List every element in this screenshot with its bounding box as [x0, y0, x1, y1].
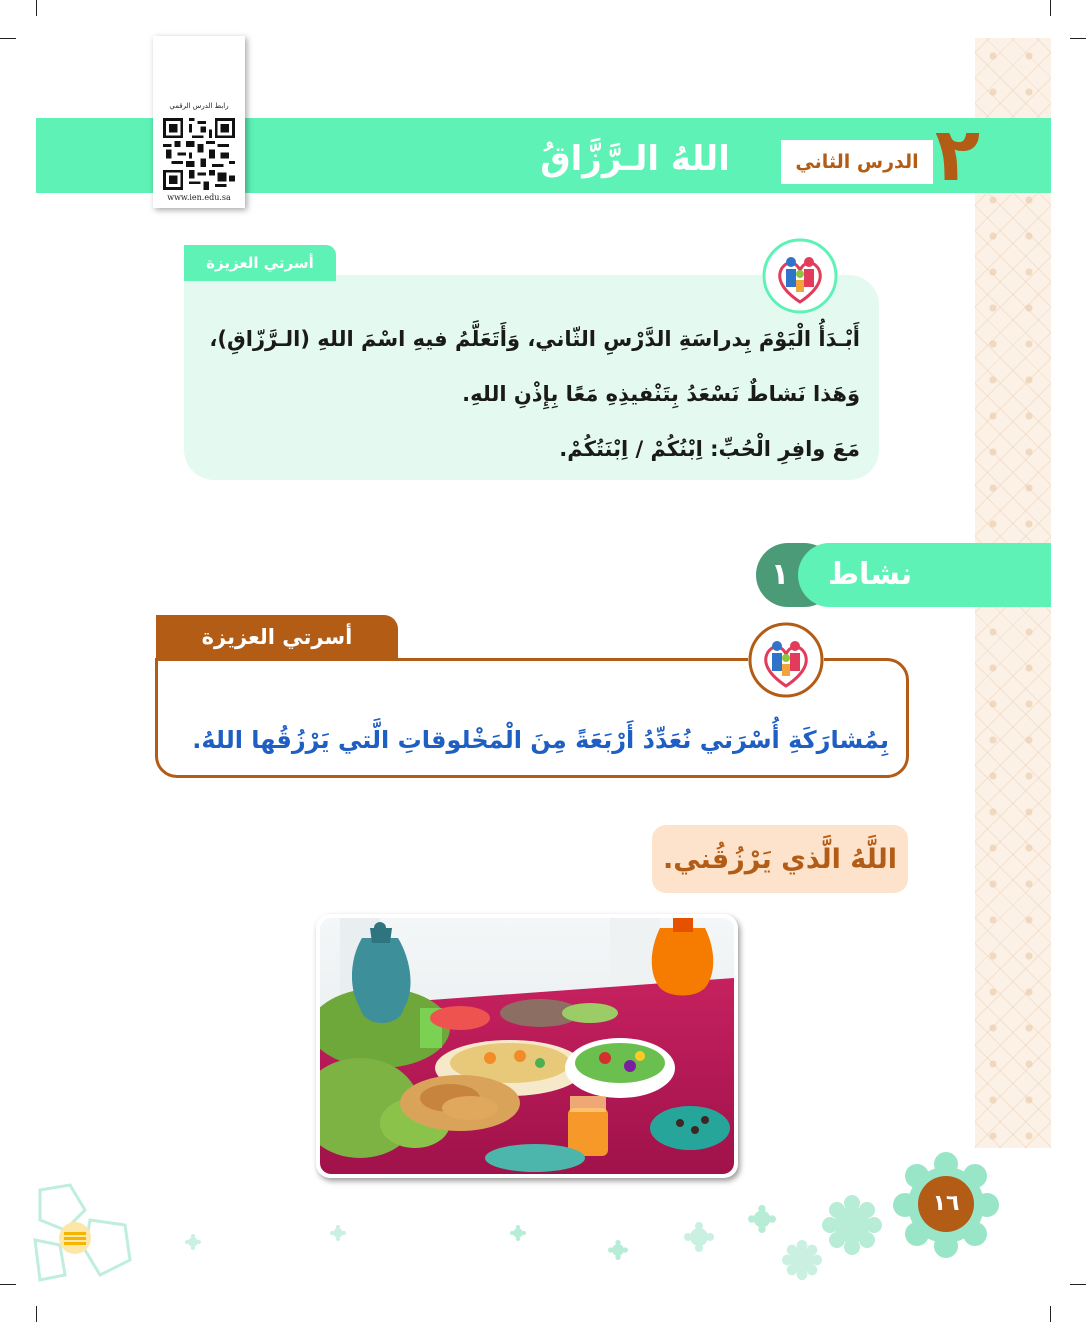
- highlight-text: اللَّهُ الَّذي يَرْزُقُني.: [662, 843, 898, 875]
- letter-line: مَعَ وافِرِ الْحُبِّ: اِبْنُكُمْ / اِبْنَتُكُمْ.: [559, 437, 860, 461]
- activity-instruction: بِمُشارَكَةِ أُسْرَتي نُعَدِّدُ أَرْبَعَةً مِنَ الْمَخْلوقاتِ الَّتي يَرْزُقُها اللهُ.: [192, 726, 889, 754]
- decorative-flower-icon: [510, 1225, 526, 1241]
- decorative-flower-icon: [822, 1195, 882, 1255]
- family-letter-text: [200, 312, 860, 477]
- family-letter-tab: [184, 245, 336, 281]
- decorative-flower-icon: [330, 1225, 346, 1241]
- letter-line: وَهَذا نَشاطٌ نَسْعَدُ بِتَنْفيذِهِ مَعًا بِإِذْنِ اللهِ.: [462, 382, 860, 406]
- lesson-label: الدرس الثاني: [795, 151, 919, 173]
- decorative-flower-icon: [748, 1205, 776, 1233]
- digital-lesson-qr-card[interactable]: [153, 36, 245, 208]
- crop-mark: [36, 0, 37, 16]
- activity-label: نشاط: [827, 557, 913, 592]
- qr-caption: رابط الدرس الرقمي: [169, 102, 229, 110]
- activity-tab: [156, 615, 398, 659]
- crop-mark: [0, 1284, 16, 1285]
- activity-number: ١: [770, 557, 790, 592]
- highlight-box: [652, 825, 908, 893]
- decorative-flower-icon: [684, 1222, 714, 1252]
- crop-mark: [0, 38, 16, 39]
- lesson-label-box: [781, 140, 933, 184]
- family-letter-tab-label: أسرتي العزيزة: [206, 254, 314, 272]
- letter-line: أَبْـدَأُ الْيَوْمَ بِدراسَةِ الدَّرْسِ الثّاني، وَأَتَعَلَّمُ فيهِ اسْمَ اللهِ (الـرَّزّاقِ)،: [209, 327, 860, 351]
- family-icon: [762, 238, 838, 314]
- crop-mark: [1050, 0, 1051, 16]
- crop-mark: [1070, 1284, 1086, 1285]
- qr-url: www.ien.edu.sa: [167, 193, 231, 202]
- page-number: ١٦: [918, 1176, 974, 1232]
- crop-mark: [36, 1306, 37, 1322]
- decorative-flower-icon: [185, 1234, 201, 1250]
- qr-code-icon[interactable]: [163, 118, 235, 190]
- crop-mark: [1050, 1306, 1051, 1322]
- family-icon: [748, 622, 824, 698]
- lesson-number: ٢: [934, 112, 980, 198]
- decorative-flower-icon: [782, 1240, 822, 1280]
- food-table-photo: [316, 914, 738, 1178]
- activity-tab-label: أسرتي العزيزة: [201, 625, 353, 649]
- food-table-illustration: [320, 918, 734, 1174]
- crop-mark: [1070, 38, 1086, 39]
- lesson-title: اللهُ الـرَّزَّاقُ: [540, 139, 730, 179]
- decorative-flower-icon: [608, 1240, 628, 1260]
- decorative-geometric-icon: [30, 1180, 140, 1290]
